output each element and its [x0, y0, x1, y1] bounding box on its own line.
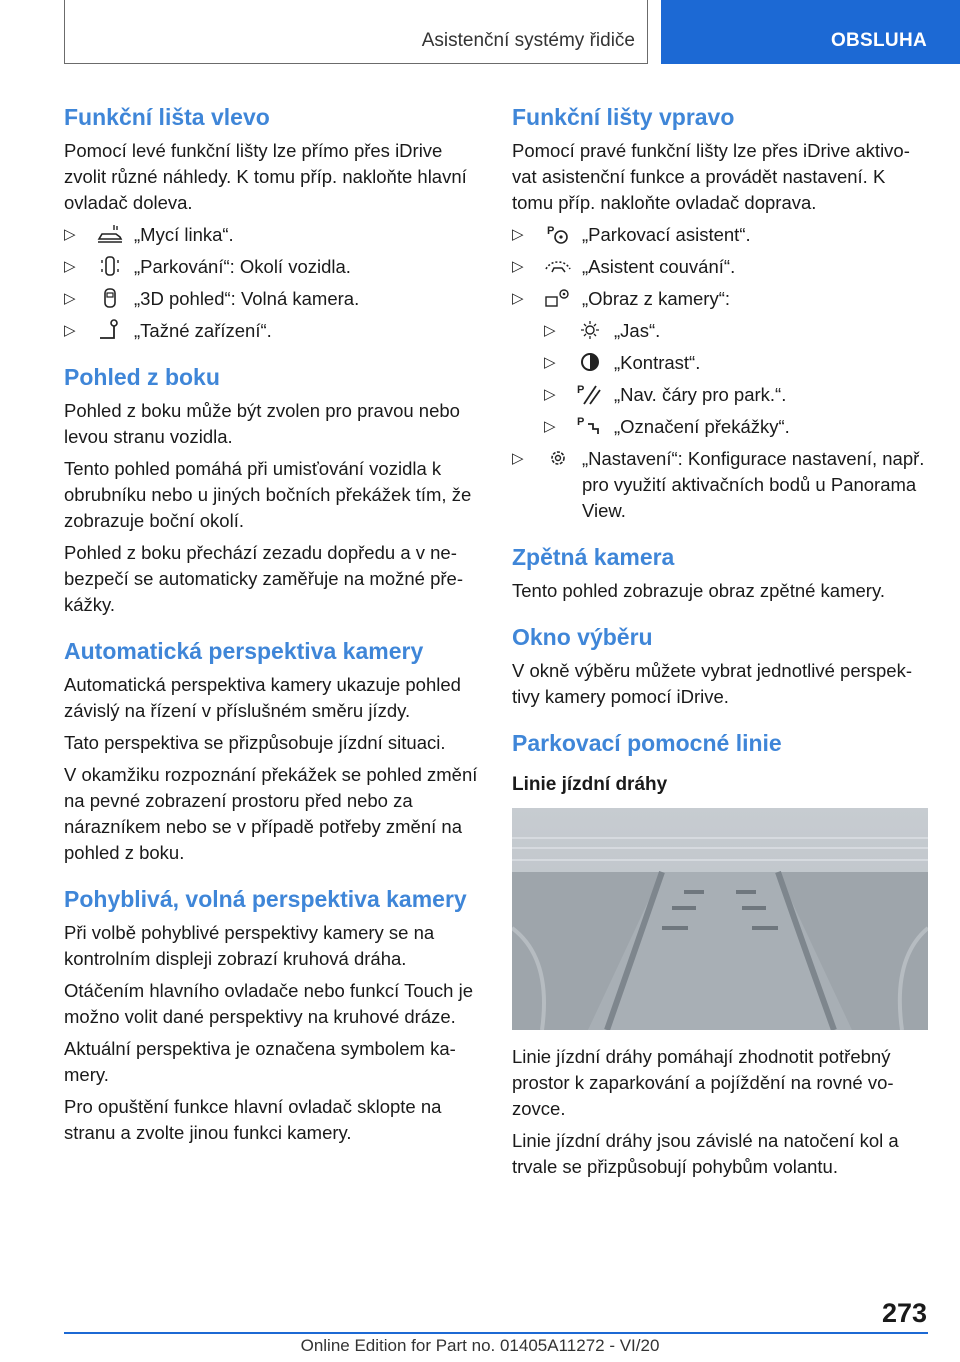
section-selection-window — [512, 622, 928, 710]
obstacle-marking-icon — [576, 414, 604, 438]
paragraph: Pomocí pravé funkční lišty lze přes iDrive aktivovat asistenční funkce a provádět nastavení. K tomu příp. nakloňte ovladač doprava. — [512, 140, 910, 213]
heading: Zpětná kamera — [512, 544, 675, 570]
reversing-assistant-icon — [544, 254, 572, 278]
bullet-list — [512, 222, 928, 312]
list-item-text: „Parkování“: Okolí vozidla. — [134, 256, 351, 277]
list-item-text: „Nastavení“: Konfigurace nastavení, např. pro využití aktivačních bodů u Panorama View. — [582, 448, 925, 521]
heading: Pohled z boku — [64, 364, 220, 390]
brightness-icon — [576, 318, 604, 342]
svg-text:P: P — [547, 225, 555, 237]
paragraph: Automatická perspektiva kamery ukazuje pohled závislý na řízení v příslušném směru jízdy. — [64, 674, 461, 721]
bullet-marker: ▷ — [512, 226, 524, 243]
paragraph: V okně výběru můžete vybrat jednotlivé perspektivy kamery pomocí iDrive. — [512, 660, 913, 707]
sub-bullet-list — [544, 318, 928, 440]
bullet-list — [512, 446, 928, 524]
bullet-marker: ▷ — [64, 258, 76, 275]
paragraph: Při volbě pohyblivé perspektivy kamery se na kontrolním displeji zobrazí kruhová dráha. — [64, 922, 435, 969]
paragraph: Pohled z boku může být zvolen pro pravou nebo levou stranu vozidla. — [64, 400, 460, 447]
list-item-text: „Nav. čáry pro park.“. — [614, 384, 787, 405]
bullet-marker: ▷ — [544, 386, 556, 403]
subheading: Linie jízdní dráhy — [512, 774, 668, 795]
bullet-marker: ▷ — [512, 290, 524, 307]
section-side-view — [64, 362, 480, 618]
section-right-function-bar — [512, 102, 928, 524]
paragraph: Otáčením hlavního ovladače nebo funkcí Touch je možno volit dané perspektivy na kruhové dráze. — [64, 980, 473, 1027]
bullet-marker: ▷ — [544, 354, 556, 371]
svg-text:P: P — [577, 384, 585, 396]
list-item — [544, 382, 928, 408]
contrast-icon — [576, 350, 604, 374]
list-item-text: „3D pohled“: Volná kamera. — [134, 288, 360, 309]
paragraph: Pomocí levé funkční lišty lze přímo přes iDrive zvolit různé náhledy. K tomu příp. nakloňte hlavní ovladač doleva. — [64, 140, 467, 213]
bullet-marker: ▷ — [512, 258, 524, 275]
list-item — [544, 350, 928, 376]
gear-icon — [544, 446, 572, 470]
heading: Parkovací pomocné linie — [512, 730, 782, 756]
left-column — [64, 102, 480, 1164]
heading: Funkční lišty vpravo — [512, 104, 735, 130]
list-item — [64, 254, 480, 280]
list-item-text: „Označení překážky“. — [614, 416, 790, 437]
list-item-text: „Tažné zařízení“. — [134, 320, 272, 341]
paragraph: Tento pohled zobrazuje obraz zpětné kamery. — [512, 580, 885, 601]
header-box — [64, 0, 648, 64]
parking-lines-icon — [576, 382, 604, 406]
paragraph: Tento pohled pomáhá při umisťování vozidla k obrubníku nebo u jiných bočních překážek tím, že zobrazuje boční okolí. — [64, 458, 472, 531]
car-wash-icon — [96, 222, 124, 246]
paragraph: Tato perspektiva se přizpůsobuje jízdní situaci. — [64, 732, 446, 753]
paragraph: Pohled z boku přechází zezadu dopředu a v nebezpečí se automaticky zaměřuje na možné překážky. — [64, 542, 463, 615]
section-free-perspective — [64, 884, 480, 1146]
bullet-marker: ▷ — [64, 322, 76, 339]
list-item — [544, 414, 928, 440]
right-column — [512, 102, 928, 1198]
list-item-text: „Jas“. — [614, 320, 661, 341]
paragraph: Pro opuštění funkce hlavní ovladač sklopte na stranu a zvolte jinou funkci kamery. — [64, 1096, 442, 1143]
page-number: 273 — [881, 1298, 927, 1328]
list-item — [512, 254, 928, 280]
list-item — [512, 286, 928, 312]
section-automatic-perspective — [64, 636, 480, 866]
paragraph: Aktuální perspektiva je označena symbolem kamery. — [64, 1038, 456, 1085]
section-left-function-bar — [64, 102, 480, 344]
heading: Funkční lišta vlevo — [64, 104, 270, 130]
bullet-marker: ▷ — [64, 226, 76, 243]
heading: Okno výběru — [512, 624, 653, 650]
svg-text:P: P — [577, 416, 585, 428]
list-item-text: „Mycí linka“. — [134, 224, 234, 245]
list-item — [512, 222, 928, 248]
camera-settings-icon — [544, 286, 572, 310]
heading: Pohyblivá, volná perspektiva kamery — [64, 886, 467, 912]
paragraph: Linie jízdní dráhy pomáhají zhodnotit potřebný prostor k zaparkování a pojíždění na rovné vozovce. — [512, 1046, 894, 1119]
list-item — [64, 222, 480, 248]
section-parking-lines — [512, 728, 928, 1180]
heading: Automatická perspektiva kamery — [64, 638, 424, 664]
bullet-marker: ▷ — [512, 450, 524, 467]
parking-assistant-icon — [544, 222, 572, 246]
tow-hitch-icon — [96, 318, 124, 342]
list-item-text: „Asistent couvání“. — [582, 256, 736, 277]
list-item-text: „Parkovací asistent“. — [582, 224, 751, 245]
chapter-tab-label: OBSLUHA — [830, 30, 927, 51]
paragraph: Linie jízdní dráhy jsou závislé na natočení kol a trvale se přizpůsobují pohybům volantu. — [512, 1130, 899, 1177]
chapter-tab — [661, 0, 960, 64]
list-item-text: „Kontrast“. — [614, 352, 701, 373]
list-item-text: „Obraz z kamery“: — [582, 288, 731, 309]
paragraph: V okamžiku rozpoznání překážek se pohled změní na pevné zobrazení prostoru před nebo za nárazníkem nebo se v případě potřeby změní na pohled z boku. — [64, 764, 478, 863]
list-item — [512, 446, 928, 524]
list-item — [544, 318, 928, 344]
3d-car-icon — [96, 286, 124, 310]
bullet-marker: ▷ — [544, 322, 556, 339]
footer-divider — [64, 1332, 928, 1334]
list-item — [64, 318, 480, 344]
lane-lines-illustration — [512, 808, 928, 1030]
bullet-list — [64, 222, 480, 344]
bullet-marker: ▷ — [544, 418, 556, 435]
section-title: Asistenční systémy řidiče — [421, 30, 635, 51]
parking-car-icon — [96, 254, 124, 278]
bullet-marker: ▷ — [64, 290, 76, 307]
footer-edition: Online Edition for Part no. 01405A11272 - VI/20 — [300, 1336, 660, 1355]
list-item — [64, 286, 480, 312]
section-rear-camera — [512, 542, 928, 604]
